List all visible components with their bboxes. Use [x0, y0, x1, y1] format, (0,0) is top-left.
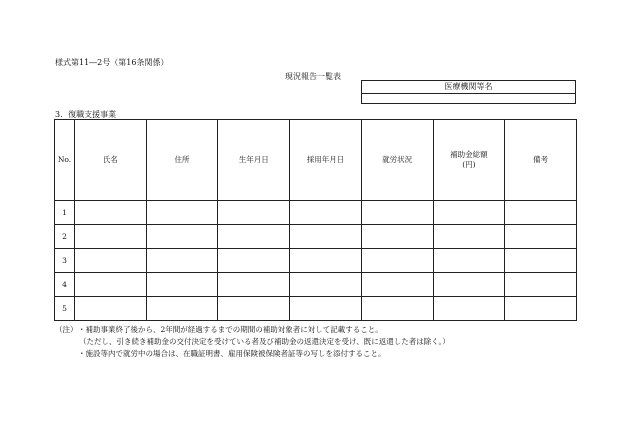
table-cell[interactable] [290, 297, 362, 321]
section-title: 3．復職支援事業 [55, 110, 117, 119]
header-hire-date: 採用年月日 [290, 120, 362, 201]
header-birthdate: 生年月日 [218, 120, 290, 201]
table-cell[interactable] [290, 273, 362, 297]
table-cell[interactable] [146, 249, 218, 273]
table-cell[interactable] [361, 273, 433, 297]
table-cell[interactable] [290, 201, 362, 225]
row-number: 2 [55, 225, 75, 249]
table-cell[interactable] [218, 201, 290, 225]
table-cell[interactable] [218, 273, 290, 297]
row-number: 5 [55, 297, 75, 321]
table-cell[interactable] [361, 249, 433, 273]
table-header-row [55, 120, 577, 201]
table-cell[interactable] [146, 201, 218, 225]
table-cell[interactable] [218, 297, 290, 321]
table-row [55, 201, 577, 225]
note-line-2: （ただし、引き続き補助金の交付決定を受けている者及び補助金の返還決定を受け、既に返還した者は除く。） [79, 337, 450, 346]
header-no: No. [55, 120, 75, 201]
table-row [55, 249, 577, 273]
document-title: 現況報告一覧表 [285, 72, 341, 81]
table-row [55, 273, 577, 297]
table-row [55, 225, 577, 249]
table-cell[interactable] [75, 297, 147, 321]
table-cell[interactable] [505, 201, 577, 225]
table-cell[interactable] [433, 249, 505, 273]
table-cell[interactable] [505, 225, 577, 249]
header-remarks: 備考 [505, 120, 577, 201]
table-cell[interactable] [433, 297, 505, 321]
table-cell[interactable] [290, 225, 362, 249]
institution-name-box [361, 80, 576, 104]
table-cell[interactable] [433, 273, 505, 297]
table-cell[interactable] [361, 201, 433, 225]
note-line-3: ・施設等内で就労中の場合は、在職証明書、雇用保険被保険者証等の写しを添付すること。 [78, 349, 386, 358]
header-name: 氏名 [75, 120, 147, 201]
table-cell[interactable] [433, 201, 505, 225]
notes-prefix: （注） [55, 325, 78, 334]
table-row [55, 297, 577, 321]
table-cell[interactable] [505, 273, 577, 297]
row-number: 4 [55, 273, 75, 297]
support-table [54, 119, 577, 321]
table-cell[interactable] [75, 201, 147, 225]
header-subsidy-total: 補助金総額 (円) [433, 120, 505, 201]
institution-name-label: 医療機関等名 [362, 81, 575, 94]
notes [55, 324, 450, 360]
table-cell[interactable] [361, 225, 433, 249]
table-cell[interactable] [290, 249, 362, 273]
header-employment-status: 就労状況 [361, 120, 433, 201]
row-number: 1 [55, 201, 75, 225]
note-line-1: ・補助事業終了後から、2年間が経過するまでの期間の補助対象者に対して記載すること。 [78, 325, 383, 334]
table-cell[interactable] [218, 249, 290, 273]
institution-name-field[interactable] [362, 93, 575, 103]
table-cell[interactable] [505, 297, 577, 321]
table-cell[interactable] [218, 225, 290, 249]
table-cell[interactable] [433, 225, 505, 249]
row-number: 3 [55, 249, 75, 273]
table-cell[interactable] [75, 249, 147, 273]
table-cell[interactable] [361, 297, 433, 321]
table-cell[interactable] [146, 297, 218, 321]
table-cell[interactable] [146, 225, 218, 249]
table-cell[interactable] [146, 273, 218, 297]
form-number: 様式第11―2号（第16条関係） [55, 58, 169, 67]
table-cell[interactable] [75, 273, 147, 297]
header-address: 住所 [146, 120, 218, 201]
table-cell[interactable] [75, 225, 147, 249]
table-cell[interactable] [505, 249, 577, 273]
